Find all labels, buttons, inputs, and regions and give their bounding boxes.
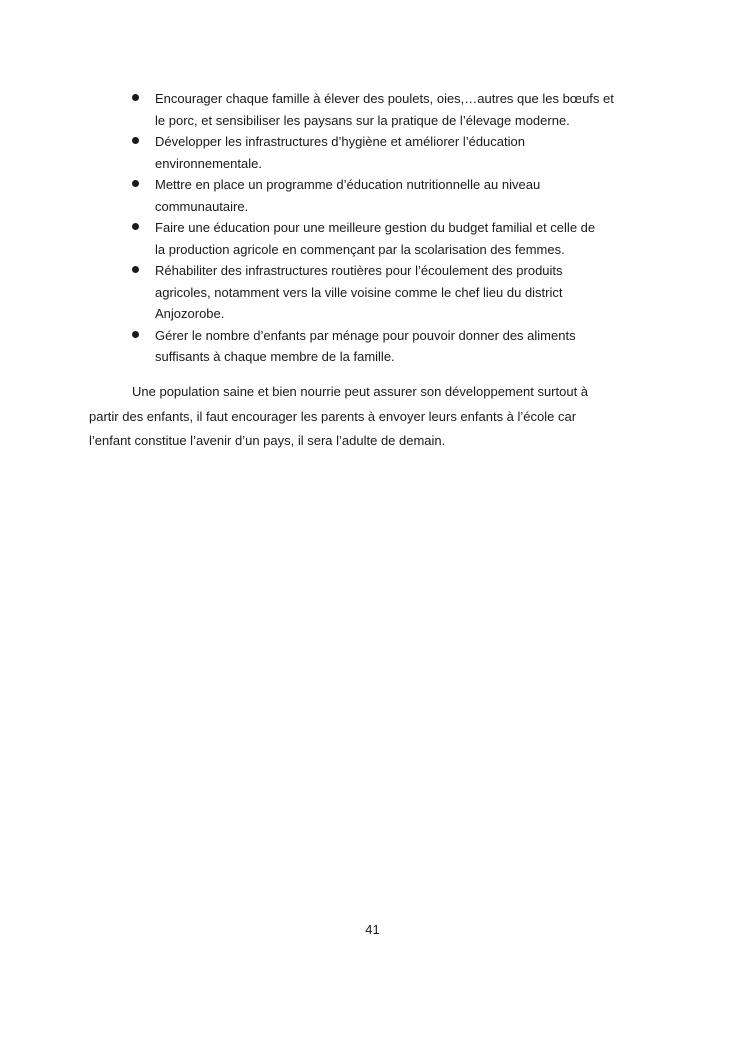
list-item [128,88,648,131]
paragraph-line: Une population saine et bien nourrie peut assurer son développement surtout à [132,384,589,399]
list-item-text: agricoles, notamment vers la ville voisine comme le chef lieu du district [155,284,563,300]
list-item-text: Réhabiliter des infrastructures routières pour l’écoulement des produits [155,263,563,278]
list-item-text: Gérer le nombre d’enfants par ménage pour pouvoir donner des aliments [155,327,576,343]
bullet-icon [132,180,139,187]
list-item-text: environnementale. [155,155,262,171]
paragraph-line: partir des enfants, il faut encourager les parents à envoyer leurs enfants à l’école car [89,408,577,424]
list-item-text: Anjozorobe. [155,306,225,321]
list-item-text: communautaire. [155,198,249,214]
bullet-icon [132,94,139,101]
list-item-text: le porc, et sensibiliser les paysans sur la pratique de l’élevage moderne. [155,112,570,128]
list-item-text: suffisants à chaque membre de la famille. [155,349,395,364]
list-item [128,131,648,174]
paragraph-line: l’enfant constitue l’avenir d’un pays, il sera l’adulte de demain. [89,433,446,448]
list-item-text: la production agricole en commençant par la scolarisation des femmes. [155,241,565,257]
bullet-icon [132,137,139,144]
page-number: 41 [365,922,380,937]
list-item [128,174,648,217]
list-item-text: Développer les infrastructures d’hygiène et améliorer l’éducation [155,134,525,149]
list-item [128,217,648,260]
list-item [128,325,648,368]
bullet-icon [132,331,139,338]
body-paragraph [89,380,649,454]
list-item-text: Faire une éducation pour une meilleure gestion du budget familial et celle de [155,220,596,235]
bullet-icon [132,266,139,273]
recommendations-list [128,88,648,368]
list-item-text: Encourager chaque famille à élever des poulets, oies,…autres que les bœufs et [155,91,614,106]
list-item [128,260,648,325]
list-item-text: Mettre en place un programme d’éducation nutritionnelle au niveau [155,177,541,192]
bullet-icon [132,223,139,230]
